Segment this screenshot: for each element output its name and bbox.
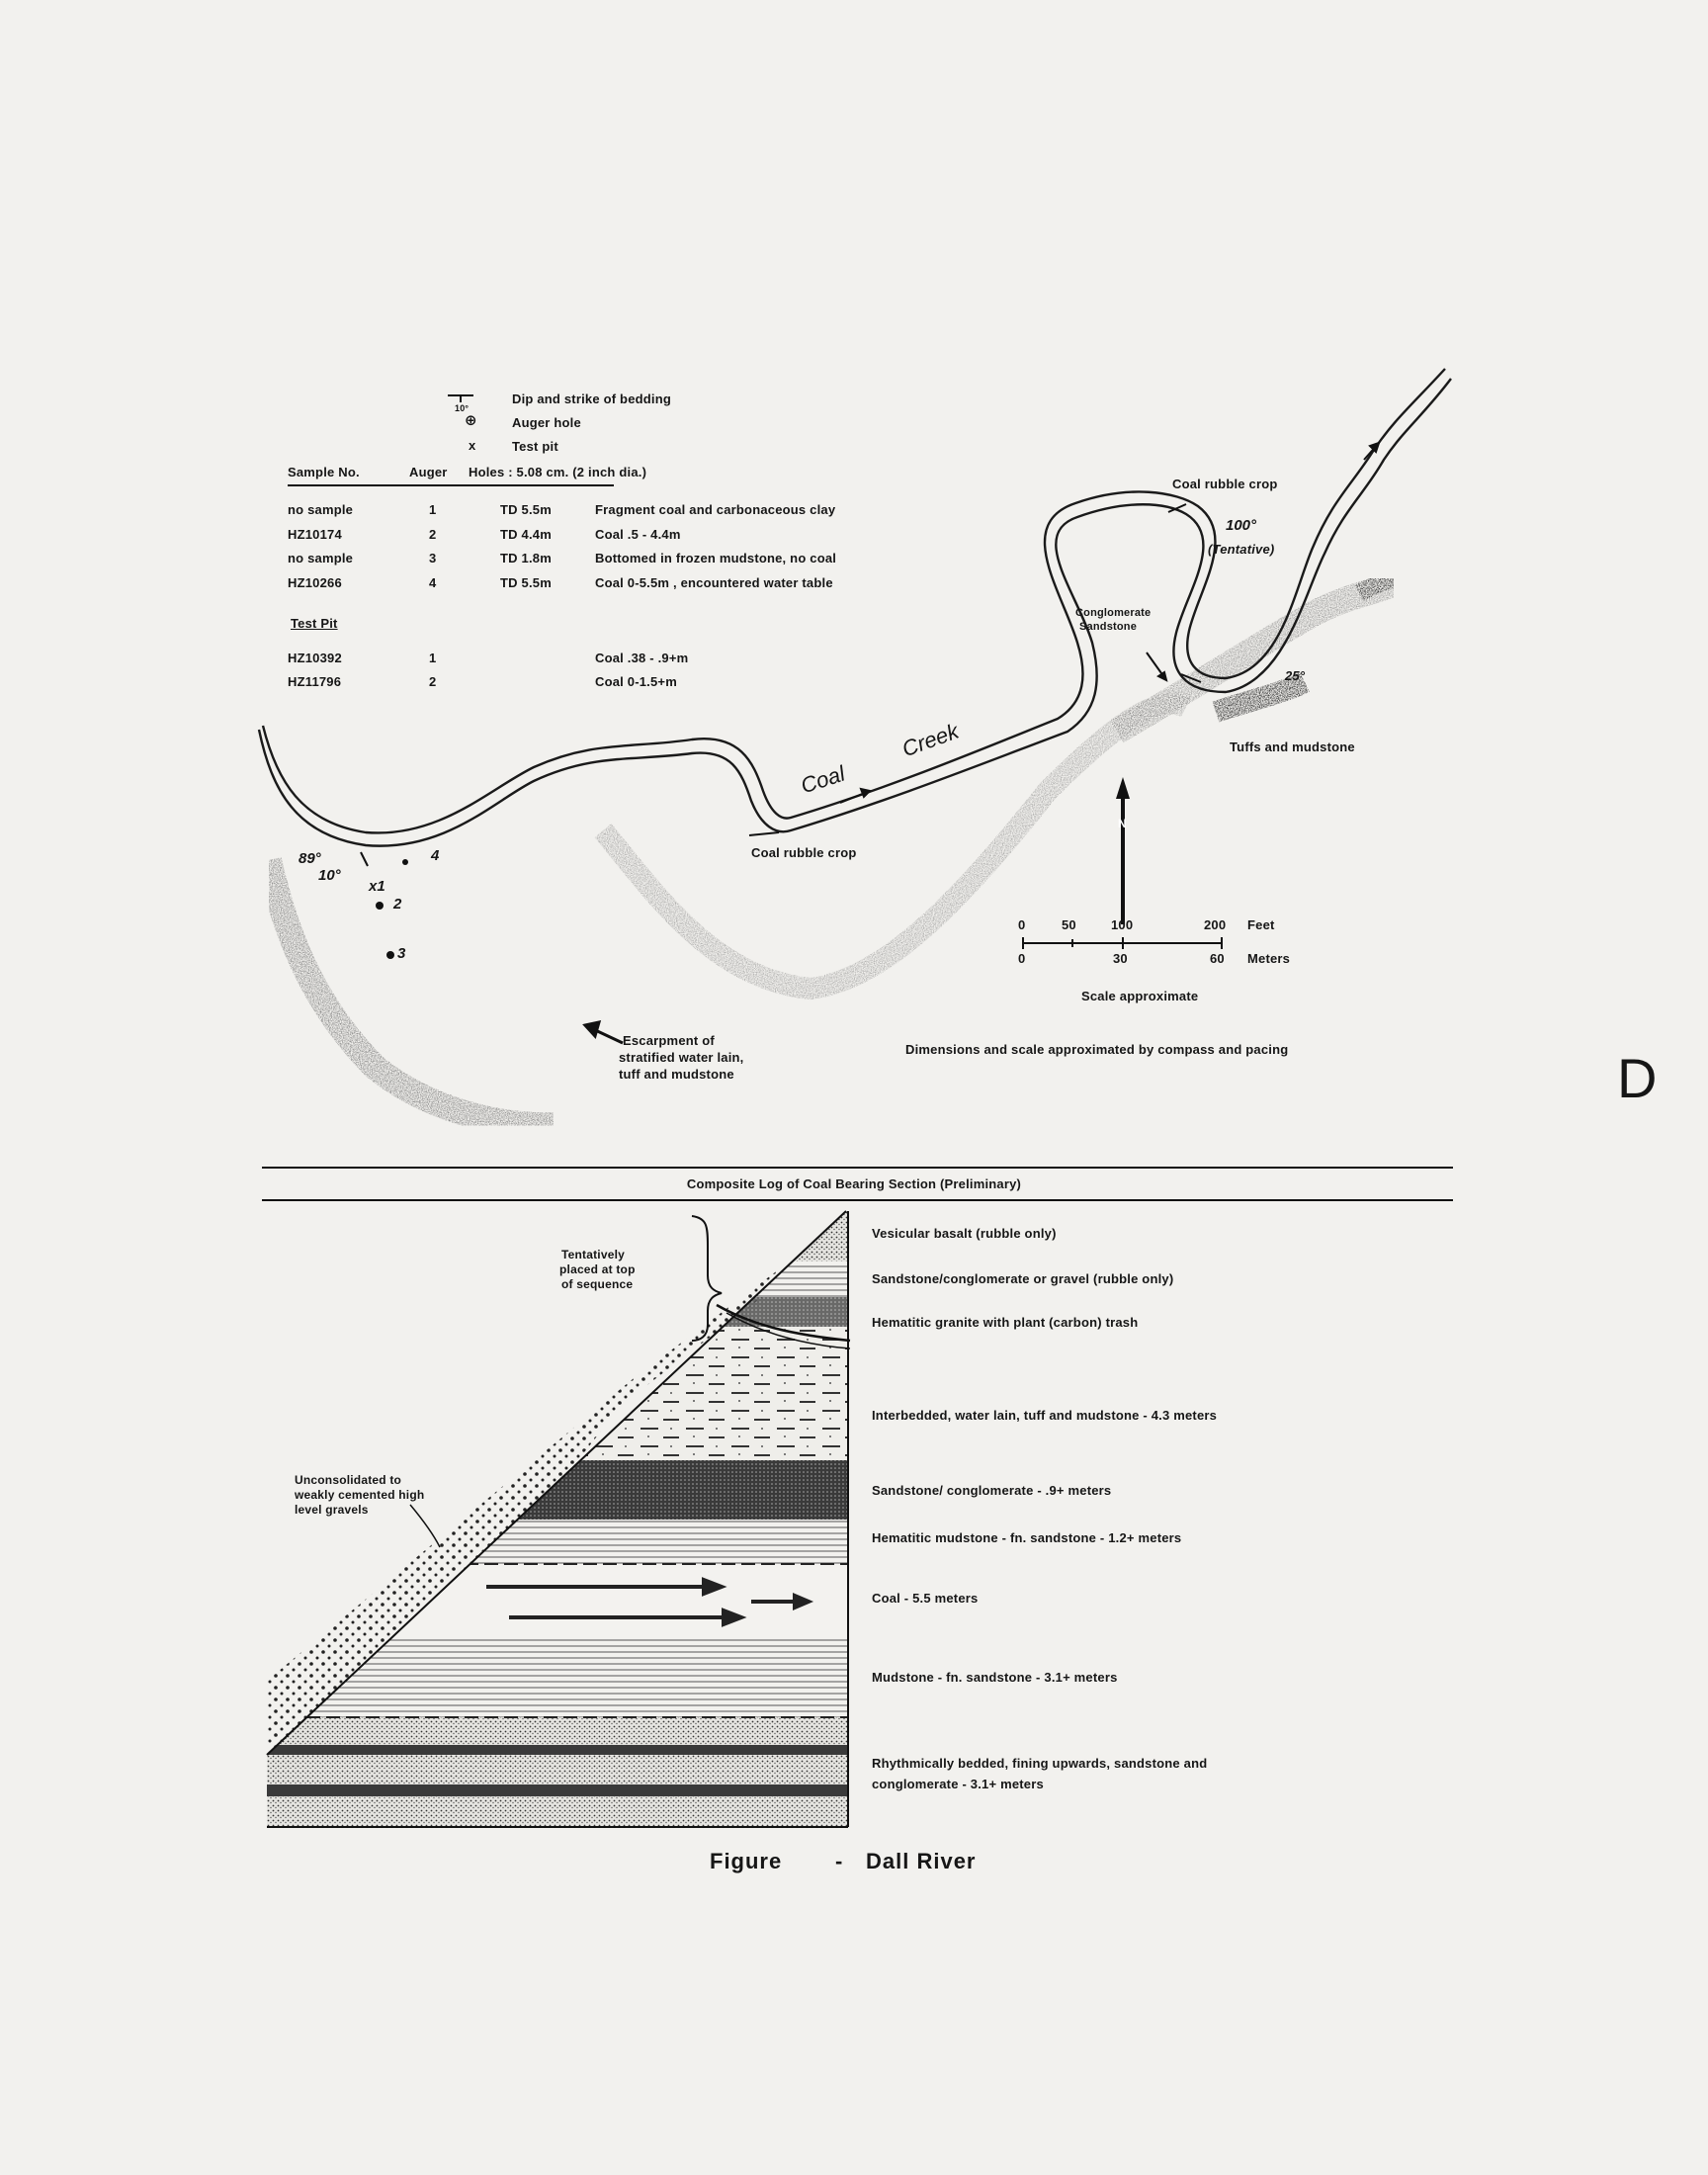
unit-label: Sandstone/conglomerate or gravel (rubble only) <box>872 1271 1174 1286</box>
pit-number: 1 <box>429 651 437 665</box>
dip-left-b: 10° <box>318 867 341 884</box>
auger-hole: 3 <box>429 551 437 566</box>
auger-note: Bottomed in frozen mudstone, no coal <box>595 551 837 566</box>
pit-sample: HZ10392 <box>288 651 342 665</box>
auger-sample: HZ10266 <box>288 575 342 590</box>
scale-feet-100: 100 <box>1111 917 1134 932</box>
scale-meters-0: 0 <box>1018 951 1026 966</box>
north-label: N <box>1118 817 1127 830</box>
unit-label: Hematitic mudstone - fn. sandstone - 1.2+ meters <box>872 1530 1182 1545</box>
legend-auger-label: Auger hole <box>512 415 581 430</box>
column-units <box>247 1208 860 1827</box>
scale-meters-unit: Meters <box>1247 951 1291 966</box>
legend-dip-label: Dip and strike of bedding <box>512 392 672 406</box>
escarpment-label-1: Escarpment of <box>623 1033 715 1048</box>
scale-feet-unit: Feet <box>1247 917 1275 932</box>
escarpment-label-3: tuff and mudstone <box>619 1067 734 1082</box>
gravels-label-3: level gravels <box>295 1503 369 1517</box>
auger-td: TD 1.8m <box>500 551 552 566</box>
dip-upper-note: (Tentative) <box>1208 542 1275 557</box>
unit-label: Mudstone - fn. sandstone - 3.1+ meters <box>872 1670 1118 1685</box>
tentative-label-2: placed at top <box>559 1262 636 1276</box>
hole-label-4: 4 <box>431 847 440 864</box>
unit-label: Interbedded, water lain, tuff and mudstone - 4.3 meters <box>872 1408 1218 1423</box>
scale-feet-50: 50 <box>1062 917 1076 932</box>
unit-label: Vesicular basalt (rubble only) <box>872 1226 1057 1241</box>
auger-td: TD 4.4m <box>500 527 552 542</box>
unit-label: Hematitic granite with plant (carbon) trash <box>872 1315 1139 1330</box>
auger-note: Coal .5 - 4.4m <box>595 527 681 542</box>
auger-sample: no sample <box>288 502 354 517</box>
auger-hole: 2 <box>429 527 437 542</box>
margin-letter: D <box>1617 1047 1658 1109</box>
auger-note: Fragment coal and carbonaceous clay <box>595 502 836 517</box>
unit-label: Coal - 5.5 meters <box>872 1591 979 1606</box>
figure-title: Dall River <box>866 1849 977 1873</box>
log-title: Composite Log of Coal Bearing Section (Preliminary) <box>686 1176 1022 1191</box>
gravels-leader <box>410 1505 440 1547</box>
legend-pit-label: Test pit <box>512 439 558 454</box>
tentative-label-1: Tentatively <box>561 1248 625 1262</box>
dip-mid-value: 25° <box>1285 668 1306 683</box>
scale-caption: Scale approximate <box>1081 989 1199 1003</box>
gravels-label-1: Unconsolidated to <box>295 1473 402 1487</box>
scale-meters-30: 30 <box>1113 951 1128 966</box>
auger-hole: 1 <box>429 502 437 517</box>
pit-note: Coal .38 - .9+m <box>595 651 689 665</box>
sandstone-label: Sandstone <box>1079 621 1138 633</box>
pit-note: Coal 0-1.5+m <box>595 674 677 689</box>
auger-sample: no sample <box>288 551 354 566</box>
dip-upper-value: 100° <box>1226 517 1257 534</box>
gravels-label-2: weakly cemented high <box>295 1488 425 1502</box>
auger-td: TD 5.5m <box>500 502 552 517</box>
test-pit-icon: x <box>469 438 476 453</box>
figure-dash: - <box>835 1849 844 1873</box>
creek-label-creek: Creek <box>898 718 963 762</box>
scale-meters-60: 60 <box>1210 951 1225 966</box>
auger-hole: 4 <box>429 575 437 590</box>
svg-text:10°: 10° <box>455 403 470 413</box>
unit-label: Rhythmically bedded, fining upwards, sandstone and <box>872 1756 1208 1771</box>
tentative-label-3: of sequence <box>561 1277 634 1291</box>
crop-label-upper: Coal rubble crop <box>1172 477 1278 491</box>
pit-number: 2 <box>429 674 437 689</box>
auger-td: TD 5.5m <box>500 575 552 590</box>
auger-note: Coal 0-5.5m , encountered water table <box>595 575 833 590</box>
auger-hole-icon: ⊕ <box>465 412 477 429</box>
unit-label: Sandstone/ conglomerate - .9+ meters <box>872 1483 1112 1498</box>
tuffs-label: Tuffs and mudstone <box>1230 740 1355 754</box>
conglomerate-label: Conglomerate <box>1075 607 1152 619</box>
scale-feet-200: 200 <box>1204 917 1227 932</box>
dimensions-note: Dimensions and scale approximated by compass and pacing <box>905 1042 1289 1057</box>
col-sample-header: Sample No. <box>288 465 360 479</box>
creek-label-coal: Coal <box>798 760 848 799</box>
hole-label-3: 3 <box>397 945 406 962</box>
pit-sample: HZ11796 <box>288 674 342 689</box>
col-auger-header: Auger <box>409 465 448 479</box>
escarpment-label-2: stratified water lain, <box>619 1050 744 1065</box>
crop-label-lower: Coal rubble crop <box>751 845 857 860</box>
figure-label: Figure <box>710 1849 783 1873</box>
test-pit-header: Test Pit <box>291 616 338 631</box>
pit-label-1: x1 <box>369 878 385 895</box>
unit-label: conglomerate - 3.1+ meters <box>872 1777 1044 1791</box>
scale-feet-0: 0 <box>1018 917 1026 932</box>
hole-label-2: 2 <box>393 896 402 913</box>
auger-sample: HZ10174 <box>288 527 342 542</box>
dip-left-a: 89° <box>299 850 321 867</box>
col-holes-header: Holes : 5.08 cm. (2 inch dia.) <box>469 465 647 479</box>
